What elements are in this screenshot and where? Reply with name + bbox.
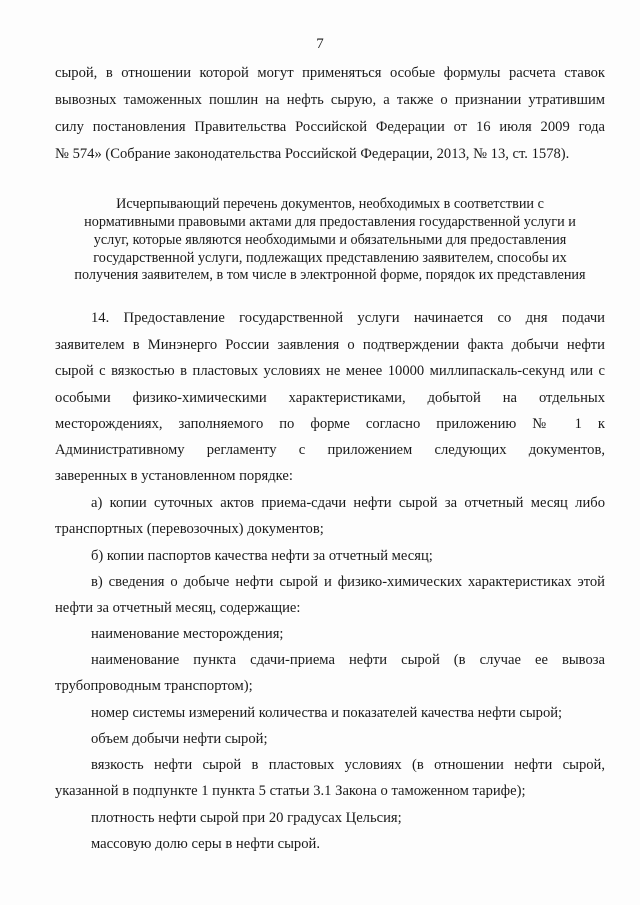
heading-line: услуг, которые являются необходимыми и обязательными для предоставления (93, 232, 567, 248)
list-item-field-name: наименование месторождения; (91, 626, 284, 642)
text-line: сырой с вязкостью в пластовых условиях не менее 10000 миллипаскаль-секунд или с (55, 363, 605, 379)
text-line: сырой, в отношении которой могут применяться особые формулы расчета ставок (55, 65, 605, 81)
text-line: наименование пункта сдачи-приема нефти сырой (в случае ее вывоза (91, 652, 605, 668)
text-line: в) сведения о добыче нефти сырой и физико-химических характеристиках этой (91, 574, 605, 590)
text-line: трубопроводным транспортом); (55, 678, 253, 694)
heading-line: Исчерпывающий перечень документов, необходимых в соответствии с (116, 196, 544, 212)
text-line: 14. Предоставление государственной услуги начинается со дня подачи (91, 310, 605, 326)
heading-line: нормативными правовыми актами для предоставления государственной услуги и (84, 214, 576, 230)
list-item-sulfur: массовую долю серы в нефти сырой. (91, 836, 320, 852)
text-line: вязкость нефти сырой в пластовых условиях (в отношении нефти сырой, (91, 757, 605, 773)
text-line: особыми физико-химическими характеристиками, добытой на отдельных (55, 390, 605, 406)
text-line: заверенных в установленном порядке: (55, 468, 293, 484)
text-line: силу постановления Правительства Российской Федерации от 16 июля 2009 года (55, 119, 605, 135)
text-line: № 574» (Собрание законодательства Российской Федерации, 2013, № 13, ст. 1578). (55, 146, 570, 162)
list-item-meter-number: номер системы измерений количества и показателей качества нефти сырой; (91, 705, 563, 721)
page-number: 7 (316, 36, 324, 52)
list-item-volume: объем добычи нефти сырой; (91, 731, 268, 747)
text-line: нефти за отчетный месяц, содержащие: (55, 600, 301, 616)
heading-line: получения заявителем, в том числе в электронной форме, порядок их представления (74, 267, 586, 283)
sub-item-b: б) копии паспортов качества нефти за отчетный месяц; (91, 548, 433, 564)
text-line: заявителем в Минэнерго России заявления о подтверждении факта добычи нефти (55, 337, 605, 353)
text-line: указанной в подпункте 1 пункта 5 статьи 3.1 Закона о таможенном тарифе); (55, 783, 526, 799)
text-line: вывозных таможенных пошлин на нефть сырую, а также о признании утратившим (55, 92, 605, 108)
text-line: месторождениях, заполняемого по форме согласно приложению № 1 к (55, 416, 605, 432)
list-item-density: плотность нефти сырой при 20 градусах Цельсия; (91, 810, 402, 826)
text-line: Административному регламенту с приложением следующих документов, (55, 442, 605, 458)
text-line: а) копии суточных актов приема-сдачи нефти сырой за отчетный месяц либо (91, 495, 605, 511)
text-line: транспортных (перевозочных) документов; (55, 521, 324, 537)
heading-line: государственной услуги, подлежащих представлению заявителем, способы их (93, 250, 567, 266)
